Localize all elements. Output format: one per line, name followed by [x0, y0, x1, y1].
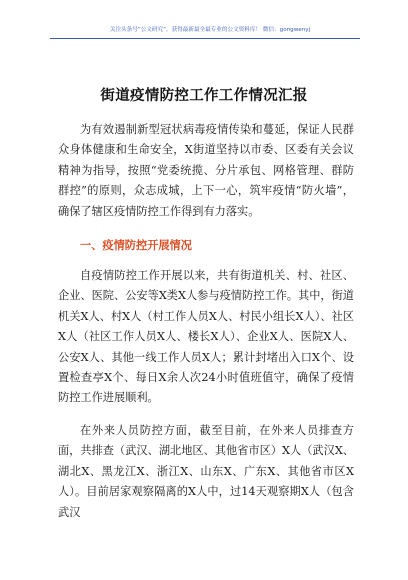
body-paragraph-2: 在外来人员防控方面，截至目前，在外来人员排查方面，共排查（武汉、湖北地区、其他省市区）X人（武汉X、湖北X、黑龙江X、浙江X、山东X、广东X、其他省市区X人）。目前居家观察隔离的X人中，过14天观察期X人（包含武汉: [58, 423, 354, 519]
intro-paragraph: 为有效遏制新型冠状病毒疫情传染和蔓延，保证人民群众身体健康和生命安全，X街道坚持以市委、区委有关会议精神为指导，按照“党委统揽、分片承包、网格管理、群防群控”的原则，众志成城，上下一心，筑牢疫情“防火墙”，确保了辖区疫情防控工作得到有力落实。: [58, 123, 354, 218]
document-title: 街道疫情防控工作工作情况汇报: [100, 88, 308, 104]
section-heading: 一、疫情防控开展情况: [80, 239, 192, 253]
body-paragraph-1: 自疫情防控工作开展以来，共有街道机关、村、社区、企业、医院、公安等X类X人参与疫情防控工作。其中，街道机关X人、村X人（村工作人员X人、村民小组长X人）、社区X人（社区工作人员X人、楼长X人）、企业X人、医院X人、公安X人、其他一线工作人员X人；累计封堵出入口X个、设置检查亭X个、每日X余人次24小时值班值守，确保了疫情防控工作进展顺利。: [58, 269, 354, 405]
header-banner[interactable]: 关注头条号“公文研究”，获得最新最全最专业的公文资料库！ 微信：gongwenyj: [109, 27, 311, 33]
document-body: [58, 120, 354, 535]
header-divider: [50, 38, 360, 39]
